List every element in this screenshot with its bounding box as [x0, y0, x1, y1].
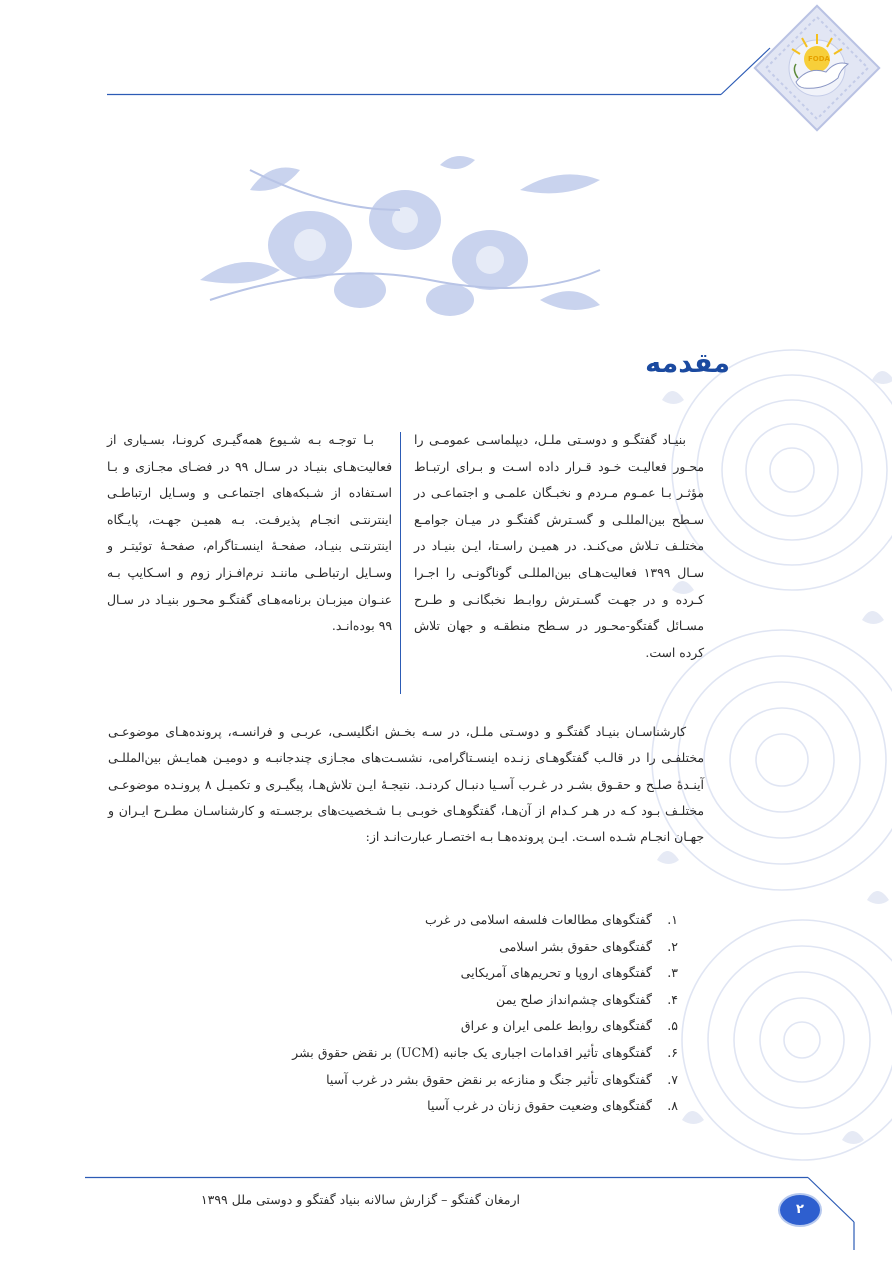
- list-item: [158, 1040, 678, 1067]
- list-item-number: ۱.: [667, 912, 678, 927]
- list-item: [158, 907, 678, 934]
- intro-column-left: [107, 427, 392, 640]
- list-item: [158, 1093, 678, 1120]
- list-item-number: ۷.: [667, 1071, 678, 1087]
- section-title: مقدمه: [645, 348, 730, 379]
- list-item-text: گفتگوهای اروپا و تحریم‌های آمریکایی: [460, 965, 652, 981]
- list-item-number: ۴.: [667, 991, 678, 1007]
- list-item-number: ۶.: [667, 1044, 678, 1060]
- list-item-text: گفتگوهای وضعیت حقوق زنان در غرب آسیا: [427, 1098, 652, 1114]
- body-paragraph: کارشناسـان بنیـاد گفتگـو و دوسـتی ملـل، در سـه بخـش انگلیسـی، عربـی و فرانسـه، پرونده‌هـای موضوعـی مختلفـی را در قالـب گفتگوهـای زنـده اینسـتاگرامی، نشسـت‌های مجـازی چندجانبـه و دومیـن همایـش بین‌المللـی آینـدهٔ صلـح و حقـوق بشـر در غـرب آسـیا دنبـال کردنـد. نتیجـهٔ ایـن تلاش‌هـا، پیگیـری و تکمیـل ۸ پرونـده موضوعـی مختلـف بـود کـه در هـر کـدام از آن‌هـا، گفتگوهـای خوبـی بـا شـخصیت‌های برجسـته و کارشناسـان مطـرح ایـران و جهـان انجـام شـده اسـت. ایـن پرونده‌هـا بـه اختصـار عبارت‌انـد از:: [108, 724, 704, 845]
- list-item-text: گفتگوهای تأثیر جنگ و منازعه بر نقض حقوق بشر در غرب آسیا: [326, 1071, 652, 1087]
- intro-column-right: [414, 427, 704, 666]
- footer-rule: [0, 1170, 892, 1262]
- list-item-text: گفتگوهای روابط علمی ایران و عراق: [460, 1018, 652, 1034]
- floral-ornament: [190, 150, 610, 330]
- foda-logo: [752, 4, 882, 132]
- list-item-text: گفتگوهای مطالعات فلسفه اسلامی در غرب: [425, 912, 652, 927]
- list-item-number: ۸.: [667, 1098, 678, 1114]
- footer-title: ارمغان گفتگو – گزارش سالانه بنیاد گفتگو و دوستی ملل ۱۳۹۹: [200, 1192, 520, 1207]
- list-item: [158, 960, 678, 987]
- intro-paragraph-left: بـا توجـه بـه شـیوع همه‌گیـری کرونـا، بسـیاری از فعالیت‌هـای بنیـاد در سـال ۹۹ در فضـای مجـازی و بـا اسـتفاده از شـبکه‌های اجتماعـی و وسـایل ارتباطـی اینترنتـی انجـام پذیرفـت. بـه همیـن جهـت، پایـگاه اینترنتـی بنیـاد، صفحـهٔ اینسـتاگرام، صفحـهٔ توئیتـر و وسـایل ارتباطـی ماننـد نرم‌افـزار زوم و اسـکایپ بـه عنـوان میزبـان برنامه‌هـای گفتگـو محـور بنیـاد در سـال ۹۹ بوده‌انـد.: [107, 432, 393, 634]
- intro-paragraph-right: بنیـاد گفتگـو و دوسـتی ملـل، دیپلماسـی عمومـی را محـور فعالیـت خـود قـرار داده اسـت و بـرای ارتبـاط مؤثـر بـا عمـوم مـردم و نخبـگان علمـی و اجتماعـی در سـطح بین‌المللـی و گسـترش گفتگـو در میـان جوامـع مختلـف تـلاش می‌کنـد. در همیـن راسـتا، ایـن بنیـاد در سـال ۱۳۹۹ فعالیت‌هـای بین‌المللـی گوناگونـی را اجـرا کـرده و در جهـت گسـترش روابـط نخبگانـی و طـرح مسـائل گفتگو-محـور در سـطح منطقـه و جهان تلاش کرده است.: [414, 432, 704, 660]
- list-item-text: گفتگوهای تأثیر اقدامات اجباری یک جانبه (UCM) بر نقض حقوق بشر: [292, 1044, 652, 1060]
- list-item: [158, 934, 678, 961]
- body-paragraph-block: [108, 719, 704, 850]
- list-item-number: ۳.: [667, 965, 678, 981]
- list-item-text: گفتگوهای چشم‌انداز صلح یمن: [496, 991, 652, 1007]
- list-item-number: ۲.: [667, 938, 678, 954]
- list-item-number: ۵.: [667, 1018, 678, 1034]
- list-item: [158, 1013, 678, 1040]
- list-item-text: گفتگوهای حقوق بشر اسلامی: [499, 938, 652, 954]
- column-divider: [400, 432, 401, 694]
- logo-text: FODA: [808, 55, 830, 63]
- topics-list: [158, 907, 678, 1120]
- list-item: [158, 987, 678, 1014]
- list-item: [158, 1067, 678, 1094]
- page-number-badge: ۲: [778, 1193, 822, 1227]
